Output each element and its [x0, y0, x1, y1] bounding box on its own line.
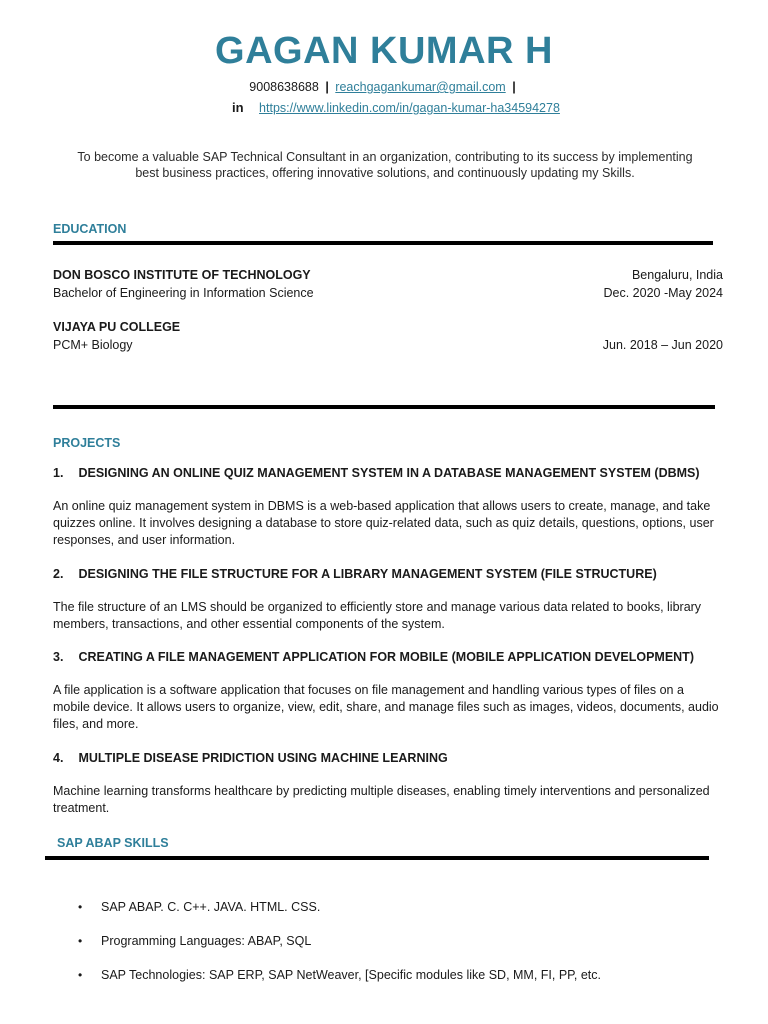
project-number: 4. — [53, 751, 64, 765]
phone-number: 9008638688 — [249, 80, 319, 94]
project-title-text: DESIGNING THE FILE STRUCTURE FOR A LIBRARY MANAGEMENT SYSTEM (FILE STRUCTURE) — [78, 567, 657, 581]
project-title-text: MULTIPLE DISEASE PRIDICTION USING MACHINE LEARNING — [78, 751, 448, 765]
project-title-text: CREATING A FILE MANAGEMENT APPLICATION FOR MOBILE (MOBILE APPLICATION DEVELOPMENT) — [78, 650, 694, 664]
linkedin-line — [232, 100, 560, 115]
project-title — [53, 650, 694, 664]
skills-heading: SAP ABAP SKILLS — [57, 836, 169, 850]
project-number: 1. — [53, 466, 64, 480]
separator: | — [512, 80, 516, 94]
linkedin-icon: in — [232, 100, 244, 115]
skill-text: Programming Languages: ABAP, SQL — [101, 934, 312, 948]
project-description: A file application is a software application that focuses on file management and handling various types of files on a mobile device. It allows users to organize, view, edit, share, and manage files such as images, videos, documents, audio files, and more. — [53, 683, 719, 731]
project-description: Machine learning transforms healthcare by predicting multiple diseases, enabling timely interventions and personalized treatment. — [53, 784, 710, 815]
linkedin-link[interactable]: https://www.linkedin.com/in/gagan-kumar-ha34594278 — [259, 101, 560, 115]
contact-line — [0, 80, 768, 94]
email-link[interactable]: reachgagankumar@gmail.com — [335, 80, 506, 94]
education-entry-1-row-1 — [53, 268, 723, 282]
skill-text: SAP ABAP. C. C++. JAVA. HTML. CSS. — [101, 900, 321, 914]
degree: Bachelor of Engineering in Information Science — [53, 286, 314, 300]
bullet-icon: • — [78, 900, 83, 914]
objective-text: To become a valuable SAP Technical Consultant in an organization, contributing to its success by implementing best business practices, offering innovative solutions, and continuously updating my Skills. — [77, 150, 693, 180]
bullet-icon: • — [78, 968, 83, 982]
institution-location: Bengaluru, India — [631, 268, 723, 282]
project-title — [53, 567, 657, 581]
project-title — [53, 751, 448, 765]
bullet-icon: • — [78, 934, 83, 948]
skill-item — [78, 934, 601, 968]
degree: PCM+ Biology — [53, 338, 133, 352]
section-divider — [45, 856, 709, 860]
project-number: 2. — [53, 567, 64, 581]
skill-item — [78, 900, 601, 934]
section-divider — [53, 241, 713, 245]
education-dates: Jun. 2018 – Jun 2020 — [602, 338, 723, 352]
education-entry-1-row-2 — [53, 286, 723, 300]
institution-name: DON BOSCO INSTITUTE OF TECHNOLOGY — [53, 268, 311, 282]
skill-item — [78, 968, 601, 1002]
project-number: 3. — [53, 650, 64, 664]
education-dates: Dec. 2020 -May 2024 — [603, 286, 723, 300]
section-divider — [53, 405, 715, 409]
candidate-name: GAGAN KUMAR H — [215, 30, 553, 72]
skill-text: SAP Technologies: SAP ERP, SAP NetWeaver, [Specific modules like SD, MM, FI, PP, etc. — [101, 968, 602, 982]
projects-heading: PROJECTS — [53, 436, 121, 450]
project-title-text: DESIGNING AN ONLINE QUIZ MANAGEMENT SYSTEM IN A DATABASE MANAGEMENT SYSTEM (DBMS) — [78, 466, 700, 480]
education-entry-2-row-2 — [53, 338, 723, 352]
institution-name: VIJAYA PU COLLEGE — [53, 320, 181, 334]
separator: | — [325, 80, 329, 94]
project-description: An online quiz management system in DBMS is a web-based application that allows users to create, manage, and take quizzes online. It involves designing a database to store quiz-related data, such as quiz details, questions, options, user responses, and user information. — [53, 499, 714, 547]
education-entry-2-row-1 — [53, 320, 723, 334]
skills-list — [78, 900, 601, 1002]
education-heading: EDUCATION — [53, 222, 127, 236]
project-title — [53, 466, 700, 480]
project-description: The file structure of an LMS should be organized to efficiently store and manage various data related to books, library members, transactions, and other essential components of the system. — [53, 600, 702, 631]
